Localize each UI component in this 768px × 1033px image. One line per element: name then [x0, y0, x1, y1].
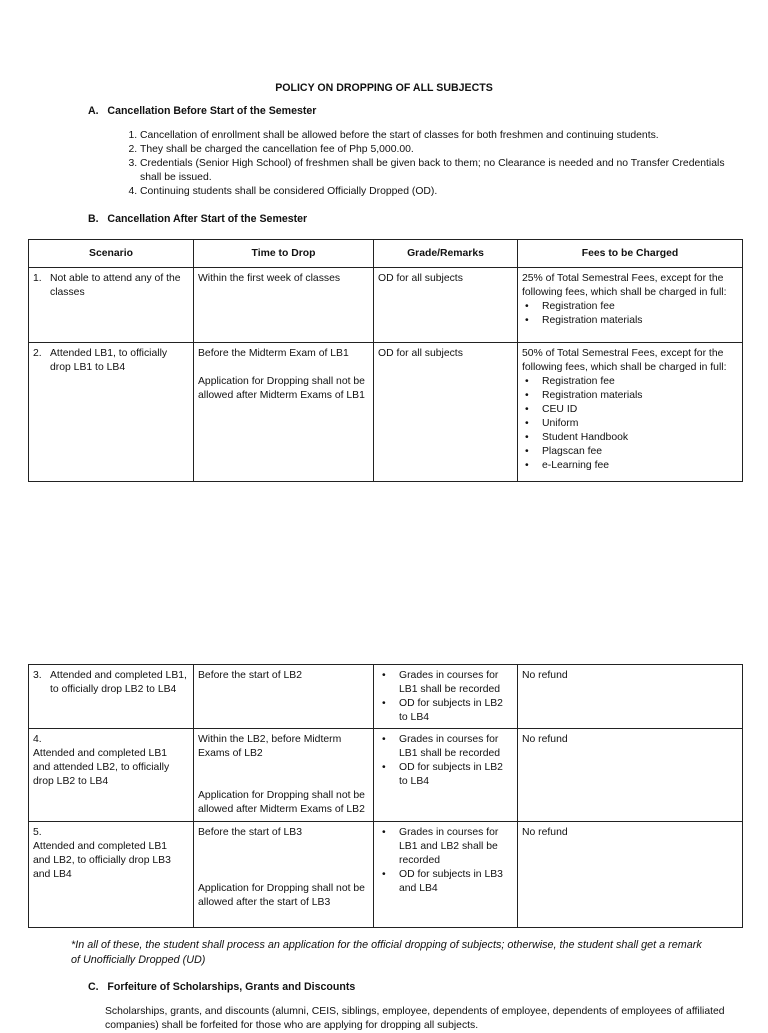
time-cell: Before the Midterm Exam of LB1 Application for Dropping shall not be allowed after Midterm Exams of LB1	[194, 343, 374, 482]
table-row	[29, 822, 743, 928]
fees-cell: No refund	[518, 822, 743, 928]
list-item: • Registration materials	[542, 389, 738, 403]
scenario-cell: 5.Attended and completed LB1 and LB2, to officially drop LB3 and LB4	[29, 822, 194, 928]
drop-policy-table-1	[28, 239, 743, 482]
list-item: • Grades in courses for LB1 shall be recorded	[396, 669, 513, 697]
table-row	[29, 665, 743, 729]
list-item: 4. Continuing students shall be considered Officially Dropped (OD).	[140, 185, 730, 199]
list-item: 2. They shall be charged the cancellation fee of Php 5,000.00.	[140, 143, 730, 157]
list-item: • Uniform	[542, 417, 738, 431]
list-item: • OD for subjects in LB2 to LB4	[396, 761, 513, 789]
scenario-cell: 1. Not able to attend any of the classes	[29, 268, 194, 343]
list-item: • Plagscan fee	[542, 445, 738, 459]
fees-cell: 50% of Total Semestral Fees, except for the following fees, which shall be charged in full: • Registration fee • Registration materials • CEU ID • Uniform • Student Handbook • Plagscan fee • e-Learning fee	[518, 343, 743, 482]
grade-cell: OD for all subjects	[374, 343, 518, 482]
section-a-heading: A. Cancellation Before Start of the Semester	[88, 105, 317, 117]
list-item: • Registration materials	[542, 314, 738, 328]
time-cell: Before the start of LB2	[194, 665, 374, 729]
drop-policy-table-2	[28, 664, 743, 928]
fees-cell: 25% of Total Semestral Fees, except for the following fees, which shall be charged in full: • Registration fee • Registration materials	[518, 268, 743, 343]
section-c-heading: C. Forfeiture of Scholarships, Grants and Discounts	[88, 981, 356, 993]
grade-cell: OD for all subjects	[374, 268, 518, 343]
section-c-paragraph: Scholarships, grants, and discounts (alumni, CEIS, siblings, employee, dependents of employee, dependents of employees of affiliated companies) shall be forfeited for those who are applying for dropping all subjects.	[105, 1006, 725, 1031]
list-item: • Registration fee	[542, 375, 738, 389]
list-item: 1. Cancellation of enrollment shall be allowed before the start of classes for both freshmen and continuing students.	[140, 129, 730, 143]
list-item: • OD for subjects in LB2 to LB4	[396, 697, 513, 725]
page-title: POLICY ON DROPPING OF ALL SUBJECTS	[275, 82, 493, 94]
scenario-cell: 2. Attended LB1, to officially drop LB1 to LB4	[29, 343, 194, 482]
column-header-scenario: Scenario	[29, 240, 194, 268]
list-item: • Grades in courses for LB1 and LB2 shall be recorded	[396, 826, 513, 868]
time-cell: Within the LB2, before Midterm Exams of LB2 Application for Dropping shall not be allowed after Midterm Exams of LB2	[194, 729, 374, 822]
list-item: • Registration fee	[542, 300, 738, 314]
list-item: 3. Credentials (Senior High School) of freshmen shall be given back to them; no Clearance is needed and no Transfer Credentials shall be issued.	[140, 157, 730, 185]
list-item: • Grades in courses for LB1 shall be recorded	[396, 733, 513, 761]
table-row	[29, 729, 743, 822]
section-a-list	[112, 129, 730, 199]
table-row	[29, 268, 743, 343]
table-row	[29, 343, 743, 482]
list-item: • Student Handbook	[542, 431, 738, 445]
fees-cell: No refund	[518, 729, 743, 822]
column-header-time-to-drop: Time to Drop	[194, 240, 374, 268]
column-header-grade-remarks: Grade/Remarks	[374, 240, 518, 268]
scenario-cell: 4.Attended and completed LB1 and attended LB2, to officially drop LB2 to LB4	[29, 729, 194, 822]
table-header-row	[29, 240, 743, 268]
ud-note: *In all of these, the student shall process an application for the official dropping of subjects; otherwise, the student shall get a remark of Unofficially Dropped (UD)	[71, 939, 702, 966]
time-cell: Within the first week of classes	[194, 268, 374, 343]
grade-cell	[374, 665, 518, 729]
scenario-cell: 3. Attended and completed LB1, to officially drop LB2 to LB4	[29, 665, 194, 729]
list-item: • CEU ID	[542, 403, 738, 417]
list-item: • OD for subjects in LB3 and LB4	[396, 868, 513, 896]
fees-cell: No refund	[518, 665, 743, 729]
grade-cell	[374, 729, 518, 822]
list-item: • e-Learning fee	[542, 459, 738, 473]
section-b-heading: B. Cancellation After Start of the Semester	[88, 213, 308, 225]
column-header-fees: Fees to be Charged	[518, 240, 743, 268]
time-cell: Before the start of LB3 Application for Dropping shall not be allowed after the start of LB3	[194, 822, 374, 928]
grade-cell	[374, 822, 518, 928]
